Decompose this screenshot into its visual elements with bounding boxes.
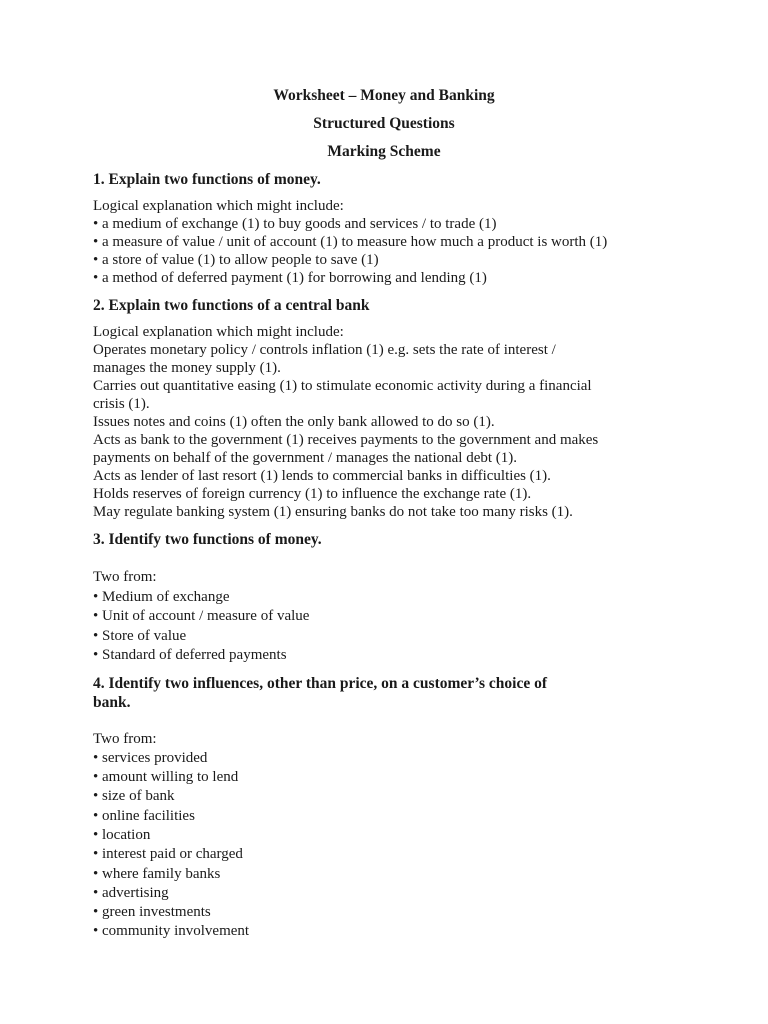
list-item: • Store of value [93, 627, 693, 647]
question-4-title-line-2: bank. [93, 693, 131, 711]
question-2-title: 2. Explain two functions of a central bank [93, 297, 370, 314]
answer-line: May regulate banking system (1) ensuring banks do not take too many risks (1). [93, 504, 573, 520]
question-4 [93, 674, 693, 942]
answer-line: Issues notes and coins (1) often the only bank allowed to do so (1). [93, 414, 495, 430]
list-item: • advertising [93, 884, 693, 903]
list-item: • a measure of value / unit of account (1) to measure how much a product is worth (1) [93, 233, 693, 251]
answer-line: Operates monetary policy / controls inflation (1) e.g. sets the rate of interest / [93, 342, 556, 358]
answer-line: payments on behalf of the government / manages the national debt (1). [93, 450, 518, 466]
list-item: • a medium of exchange (1) to buy goods and services / to trade (1) [93, 215, 693, 233]
question-1-intro: Logical explanation which might include: [93, 198, 344, 214]
worksheet-title: Worksheet – Money and Banking [273, 87, 495, 104]
question-4-title-line-1: 4. Identify two influences, other than price, on a customer’s choice of [93, 674, 548, 692]
list-item: • green investments [93, 903, 693, 922]
marking-scheme-content [93, 170, 693, 942]
worksheet-subtitle: Structured Questions [313, 115, 455, 132]
list-item: • where family banks [93, 865, 693, 884]
list-item: • online facilities [93, 807, 693, 826]
answer-line: Acts as lender of last resort (1) lends to commercial banks in difficulties (1). [93, 468, 551, 484]
question-2-intro: Logical explanation which might include: [93, 324, 344, 340]
question-4-intro: Two from: [93, 730, 157, 747]
list-item: • size of bank [93, 787, 693, 806]
list-item: • Unit of account / measure of value [93, 607, 693, 627]
list-item: • community involvement [93, 922, 693, 941]
question-3-title: 3. Identify two functions of money. [93, 531, 322, 548]
list-item: • a store of value (1) to allow people to save (1) [93, 251, 693, 269]
question-3-intro: Two from: [93, 569, 157, 585]
question-3 [93, 530, 693, 666]
marking-scheme-heading: Marking Scheme [327, 143, 441, 160]
list-item: • a method of deferred payment (1) for borrowing and lending (1) [93, 269, 693, 287]
list-item: • Standard of deferred payments [93, 646, 693, 666]
answer-line: Holds reserves of foreign currency (1) to influence the exchange rate (1). [93, 486, 532, 502]
question-2 [93, 296, 693, 521]
list-item: • interest paid or charged [93, 845, 693, 864]
question-1-title: 1. Explain two functions of money. [93, 171, 321, 188]
list-item: • location [93, 826, 693, 845]
answer-line: crisis (1). [93, 396, 150, 412]
list-item: • Medium of exchange [93, 588, 693, 608]
answer-line: manages the money supply (1). [93, 360, 281, 376]
list-item: • amount willing to lend [93, 768, 693, 787]
question-1 [93, 170, 693, 287]
answer-line: Carries out quantitative easing (1) to stimulate economic activity during a financial [93, 378, 592, 394]
list-item: • services provided [93, 749, 693, 768]
answer-line: Acts as bank to the government (1) receives payments to the government and makes [93, 432, 599, 448]
